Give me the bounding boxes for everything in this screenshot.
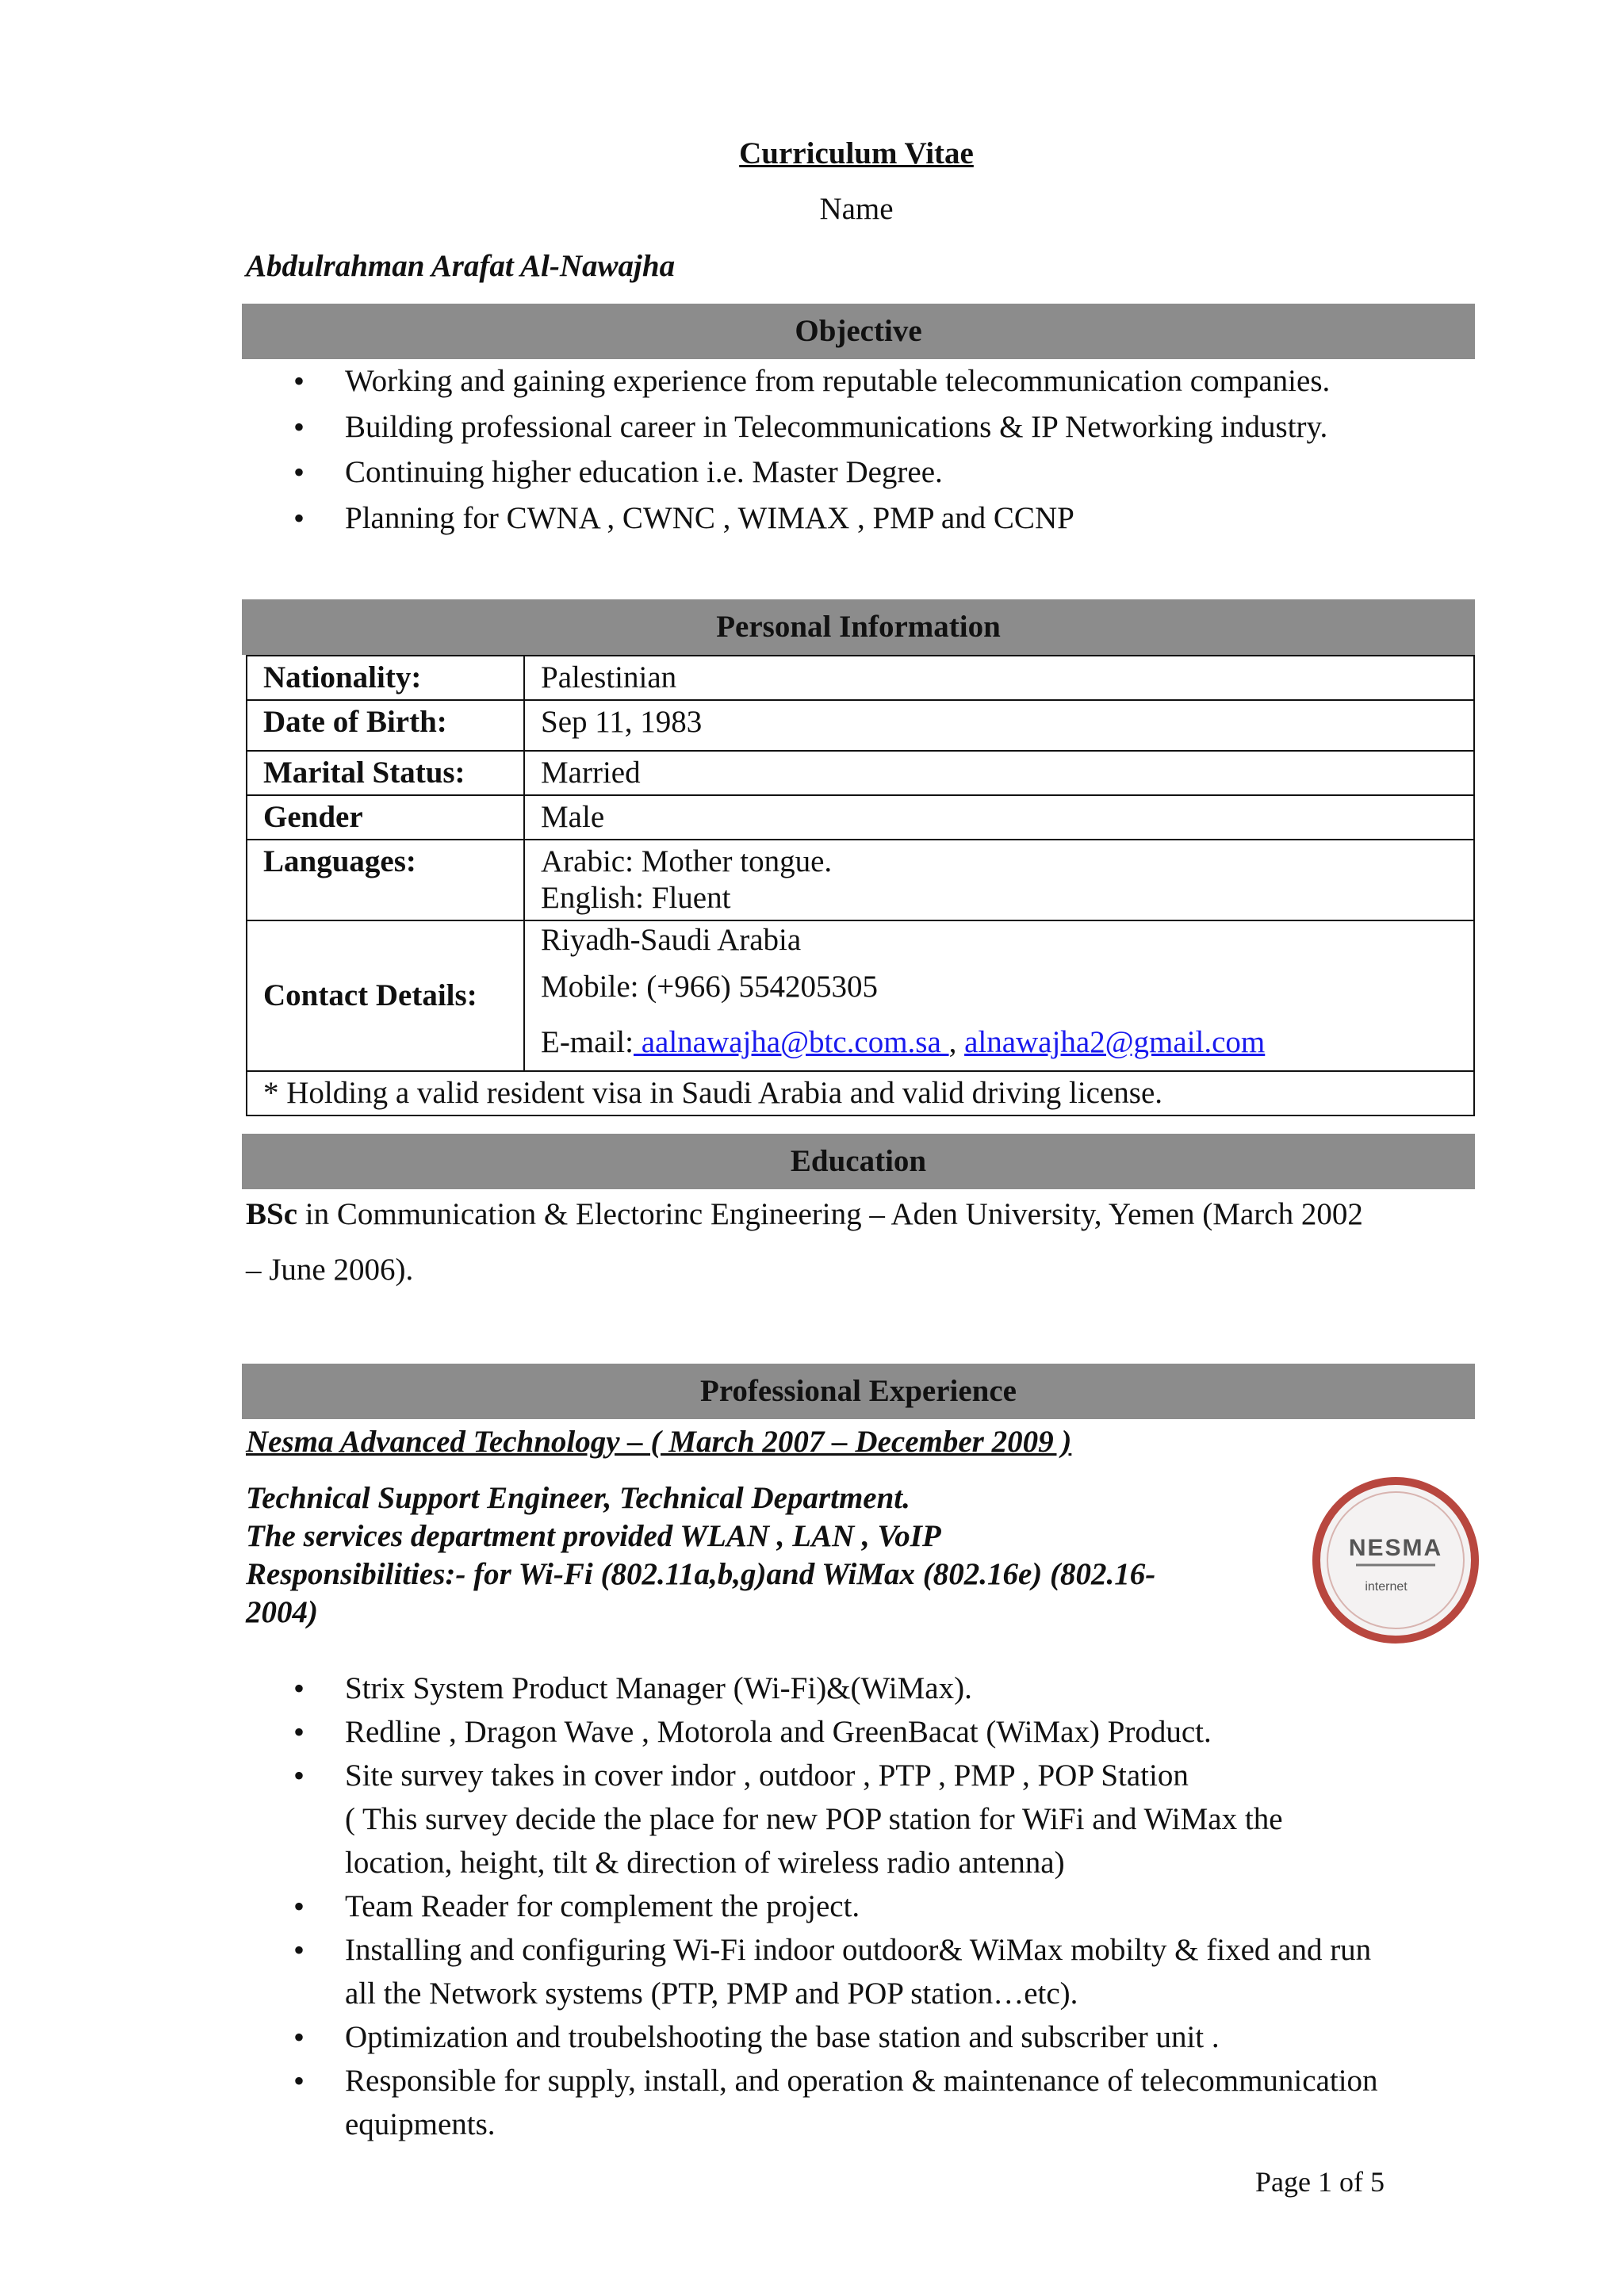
role-line: 2004)	[246, 1595, 318, 1629]
personal-info-heading: Personal Information	[242, 599, 1475, 655]
contact-mobile: Mobile: (+966) 554205305	[541, 970, 878, 1004]
list-item: • Continuing higher education i.e. Master Degree.	[242, 450, 1330, 496]
objective-list	[242, 358, 1330, 541]
language-arabic: Arabic: Mother tongue.	[541, 844, 833, 878]
table-row	[247, 840, 1474, 920]
objective-heading: Objective	[242, 304, 1475, 359]
gender-value: Male	[524, 795, 1474, 840]
table-row	[247, 751, 1474, 795]
list-item	[242, 1754, 1378, 1885]
document-title: Curriculum Vitae	[739, 136, 974, 170]
nesma-logo	[1308, 1473, 1483, 1647]
table-row	[247, 1071, 1474, 1115]
list-item	[242, 1928, 1378, 2015]
education-line-2: – June 2006).	[246, 1253, 414, 1287]
list-item-line: • Redline , Dragon Wave , Motorola and GreenBacat (WiMax) Product.	[345, 1715, 1212, 1749]
marital-key: Marital Status:	[247, 751, 524, 795]
role-line: The services department provided WLAN , LAN , VoIP	[246, 1519, 941, 1553]
list-item: • Building professional career in Telecommunications & IP Networking industry.	[242, 404, 1330, 450]
list-item-line: location, height, tilt & direction of wireless radio antenna)	[345, 1846, 1065, 1880]
list-item-line: • Optimization and troubelshooting the base station and subscriber unit .	[345, 2020, 1220, 2054]
page-number: Page 1 of 5	[1255, 2166, 1385, 2198]
dob-key: Date of Birth:	[247, 700, 524, 751]
languages-key: Languages:	[247, 840, 524, 920]
experience-list	[242, 1667, 1378, 2146]
experience-heading: Professional Experience	[242, 1364, 1475, 1419]
name-label: Name	[819, 192, 894, 226]
contact-value	[524, 920, 1474, 1071]
degree-name: BSc	[246, 1197, 298, 1231]
gender-key: Gender	[247, 795, 524, 840]
language-english: English: Fluent	[541, 881, 731, 915]
table-row	[247, 920, 1474, 1071]
email-link-gmail[interactable]: alnawajha2@gmail.com	[964, 1025, 1266, 1059]
list-item-line: • Team Reader for complement the project.	[345, 1889, 860, 1923]
degree-details: in Communication & Electorinc Engineering – Aden University, Yemen (March 2002	[297, 1197, 1363, 1231]
role-line: Responsibilities:- for Wi-Fi (802.11a,b,g)and WiMax (802.16e) (802.16-	[246, 1557, 1156, 1591]
email-link-btc[interactable]: aalnawajha@btc.com.sa	[633, 1025, 949, 1059]
email-separator: ,	[948, 1025, 965, 1059]
education-line-1	[246, 1196, 1363, 1234]
list-item	[242, 2059, 1378, 2146]
list-item-line: • Responsible for supply, install, and operation & maintenance of telecommunication	[345, 2064, 1378, 2098]
dob-value: Sep 11, 1983	[524, 700, 1474, 751]
personal-info-table	[246, 655, 1475, 1116]
contact-location: Riyadh-Saudi Arabia	[541, 923, 802, 957]
list-item	[242, 1710, 1378, 1754]
contact-email	[541, 1015, 1457, 1070]
marital-value: Married	[524, 751, 1474, 795]
contact-key: Contact Details:	[247, 920, 524, 1071]
role-block	[246, 1479, 1155, 1632]
table-row	[247, 700, 1474, 751]
list-item: • Working and gaining experience from reputable telecommunication companies.	[242, 358, 1330, 404]
list-item	[242, 1667, 1378, 1710]
list-item-line: • Installing and configuring Wi-Fi indoor outdoor& WiMax mobilty & fixed and run	[345, 1933, 1372, 1967]
list-item-line: equipments.	[345, 2107, 496, 2141]
list-item	[242, 2015, 1378, 2059]
list-item-line: ( This survey decide the place for new POP station for WiFi and WiMax the	[345, 1802, 1283, 1836]
languages-value	[524, 840, 1474, 920]
nationality-value: Palestinian	[524, 656, 1474, 700]
table-row	[247, 656, 1474, 700]
table-row	[247, 795, 1474, 840]
education-heading: Education	[242, 1134, 1475, 1189]
email-label: E-mail:	[541, 1025, 634, 1059]
logo-subtext: internet	[1365, 1580, 1408, 1594]
nationality-key: Nationality:	[247, 656, 524, 700]
list-item-line: • Strix System Product Manager (Wi-Fi)&(WiMax).	[345, 1671, 972, 1705]
residency-note: * Holding a valid resident visa in Saudi Arabia and valid driving license.	[247, 1071, 1474, 1115]
logo-text: NESMA	[1348, 1535, 1443, 1561]
list-item-line: all the Network systems (PTP, PMP and POP station…etc).	[345, 1976, 1078, 2011]
list-item	[242, 1885, 1378, 1928]
company-title: Nesma Advanced Technology – ( March 2007 – December 2009 )	[246, 1425, 1072, 1459]
list-item: • Planning for CWNA , CWNC , WIMAX , PMP and CCNP	[242, 496, 1330, 541]
list-item-line: • Site survey takes in cover indor , outdoor , PTP , PMP , POP Station	[345, 1758, 1189, 1793]
candidate-name: Abdulrahman Arafat Al-Nawajha	[246, 249, 676, 283]
role-line: Technical Support Engineer, Technical Department.	[246, 1481, 910, 1515]
